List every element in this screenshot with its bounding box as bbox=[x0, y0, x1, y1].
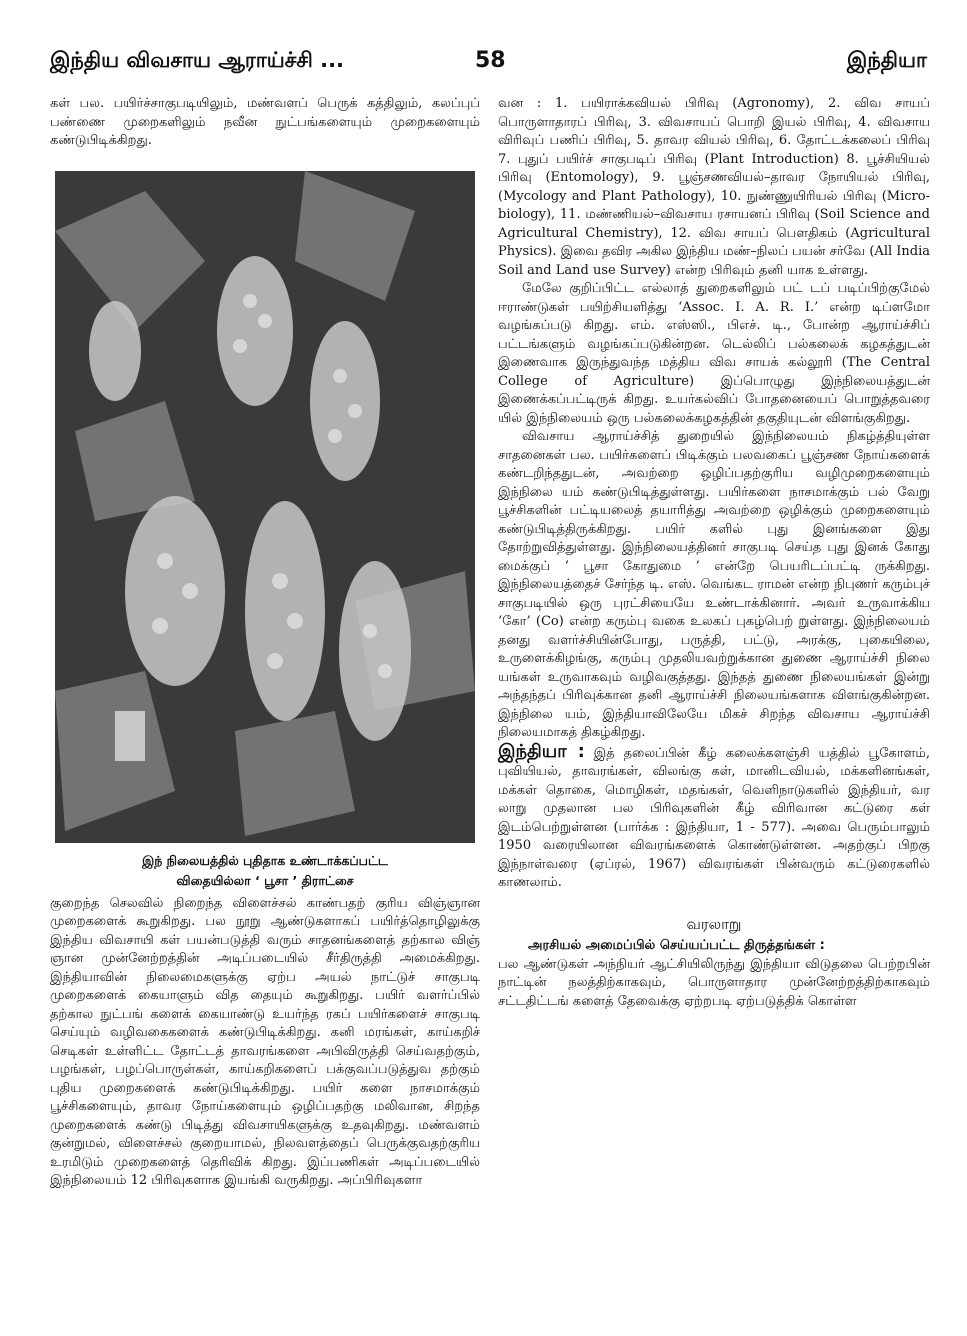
caption-line-2: விதையில்லா ‘ பூசா ’ திராட்சை bbox=[176, 872, 354, 888]
photo-caption bbox=[50, 851, 480, 891]
running-header bbox=[50, 48, 927, 88]
grapes-photo bbox=[55, 171, 475, 843]
page-number: 58 bbox=[475, 48, 506, 73]
right-paragraph-1: வன : 1. பயிராக்கவியல் பிரிவு (Agronomy), 2. விவ சாயப் பொருளாதாரப் பிரிவு, 3. விவசாயப் பொறி இயல் பிரிவு, 4. விவசாய விரிவுப் பணிப் பிரிவு, 5. தாவர வியல் பிரிவு, 6. தோட்டக்கலைப் பிரிவு 7. புதுப் பயிர்ச் சாகுபடிப் பிரிவு (Plant Introduction) 8. பூச்சியியல் பிரிவு (Entomology), 9. பூஞ்சணவியல்–தாவர நோயியல் பிரிவு, (Mycology and Plant Pathology), 10. நுண்ணுயிரியல் பிரிவு (Micro-biology), 11. மண்ணியல்–விவசாய ரசாயனப் பிரிவு (Soil Science and Agricultural Chemistry), 12. விவ சாயப் பௌதிகம் (Agricultural Physics). இவை தவிர அகில இந்திய மண்–நிலப் பயன் சர்வே (All India Soil and Land use Survey) என்ற பிரிவும் தனி யாக உள்ளது. bbox=[498, 96, 931, 278]
caption-line-1: இந் நிலையத்தில் புதிதாக உண்டாக்கப்பட்ட bbox=[142, 852, 388, 868]
right-column bbox=[498, 95, 930, 1011]
header-title-right: இந்தியா bbox=[846, 48, 927, 72]
left-paragraph-top: கள் பல. பயிர்ச்சாகுபடியிலும், மண்வளப் பெருக் கத்திலும், கலப்புப் பண்ணை முறைகளிலும் நவீன நுட்பங்களையும் முறைகளையும் கண்டுபிடிக்கிறது. bbox=[50, 96, 480, 148]
right-paragraph-3: விவசாய ஆராய்ச்சித் துறையில் இந்நிலையம் நிகழ்த்தியுள்ள சாதனைகள் பல. பயிர்களைப் பிடிக்கும் பலவகைப் பூஞ்சண நோய்களைக் கண்டறிந்ததுடன், அவற்றை ஒழிப்பதற்குரிய வழிமுறைகளையும் இந்நிலை யம் கண்டுபிடித்துள்ளது. பயிர்களை நாசமாக்கும் பல் வேறு பூச்சிகளின் பட்டியலைத் தயாரித்து அவற்றை ஒழிக்கும் முறைகளையும் கண்டுபிடித்திருக்கிறது. பயிர் களில் புது இனங்களை இது தோற்றுவித்துள்ளது. இந்நிலையத்தினர் சாகுபடி செய்த புது இனக் கோது மைக்குப் ‘ பூசா கோதுமை ’ என்றே பெயரிடப்பட்டி ருக்கிறது. இந்நிலையத்தைச் சேர்ந்த டி. எஸ். வெங்கட ராமன் என்ற நிபுணர் கரும்புச் சாகுபடியில் ஒரு புரட்சியையே உண்டாக்கினார். அவர் உருவாக்கிய ‘கோ’ (Co) என்ற கரும்பு வகை உலகப் புகழ்பெற் றுள்ளது. இந்நிலையம் தனது வளர்ச்சியின்போது, பருத்தி, பட்டு, அரக்கு, புகையிலை, உருளைக்கிழங்கு, கரும்பு முதலியவற்றுக்கான துணை ஆராய்ச்சி நிலை யங்கள் உருவாகவும் வழிவகுத்தது. இந்தத் துணை நிலையங்கள் இன்று அந்தந்தப் பிரிவுக்கான தனி ஆராய்ச்சி நிலையங்களாக விளங்குகின்றன. இந்நிலை யம், இந்தியாவிலேயே மிகச் சிறந்த விவசாய ஆராய்ச்சி நிலையமாகத் திகழ்கிறது. bbox=[498, 429, 930, 740]
right-paragraph-last: பல ஆண்டுகள் அந்நியர் ஆட்சியிலிருந்து இந்தியா விடுதலை பெற்றபின் நாட்டின் நலத்திற்காகவும், பொருளாதார முன்னேற்றத்திற்காகவும் சட்டதிட்டங் களைத் தேவைக்கு ஏற்றபடி ஏற்படுத்திக் கொள்ள bbox=[498, 956, 930, 1009]
india-heading: இந்தியா : bbox=[498, 740, 585, 762]
right-paragraph-2: மேலே குறிப்பிட்ட எல்லாத் துறைகளிலும் பட் டப் படிப்பிற்குமேல் ஈராண்டுகள் பயிற்சியளித்து ‘Assoc. I. A. R. I.’ என்ற டிப்ளமோ வழங்கப்படு கிறது. எம். எஸ்ஸி., பிஎச். டி., போன்ற ஆராய்ச்சிப் பட்டங்களும் வழங்கப்படுகின்றன. டெல்லிப் பல்கலைக் கழகத்துடன் இணைவாக இருந்துவந்த மத்திய விவ சாயக் கல்லூரி (The Central College of Agriculture) இப்பொழுது இந்நிலையத்துடன் இணைக்கப்பட்டிருக் கிறது. உயர்கல்விப் போதனையைப் பொறுத்தவரை யில் இந்நிலையம் ஒரு பல்கலைக்கழகத்தின் தகுதியுடன் விளங்குகிறது. bbox=[498, 281, 930, 426]
india-section bbox=[498, 740, 930, 893]
subhead-amendments: அரசியல் அமைப்பில் செய்யப்பட்ட திருத்தங்கள் : bbox=[528, 938, 825, 953]
grapes-photo-illustration bbox=[55, 171, 475, 843]
left-paragraph-bottom: குறைந்த செலவில் நிறைந்த விளைச்சல் காண்பதற் குரிய விஞ்ஞான முறைகளைக் கூறுகிறது. பல நூறு ஆண்டுகளாகப் பயிர்த்தொழிலுக்கு இந்திய விவசாயி கள் பயன்படுத்தி வரும் சாதனங்களைத் தற்கால விஞ் ஞான முன்னேற்றத்தின் அடிப்படையில் சீர்திருத்தி அமைக்கிறது. இந்தியாவின் நிலைமைகளுக்கு ஏற்ப அயல் நாட்டுச் சாகுபடி முறைகளைக் கையாளும் வித தையும் கூறுகிறது. பயிர் வளர்ப்பில் தற்கால நுட்பங் களைக் கையாண்டு உயர்ந்த ரகப் பயிர்களைச் சாகுபடி செய்யும் வழிவகைகளைக் கண்டுபிடிக்கிறது. கனி மரங்கள், காய்கறிச் செடிகள் உள்ளிட்ட தோட்டத் தாவரங்களை அபிவிருத்தி செய்வதற்கும், பழங்கள், பழப்பொருள்கள், காய்கறிகளைப் பக்குவப்படுத்துவ தற்கும் புதிய முறைகளைக் கண்டுபிடிக்கிறது. பயிர் களை நாசமாக்கும் பூச்சிகளையும், தாவர நோய்களையும் ஒழிப்பதற்கு மலிவான, சிறந்த முறைகளைக் கண்டு பிடித்து விவசாயிகளுக்கு உதவுகிறது. மண்வளம் குன்றுமல், விளைச்சல் குறையாமல், நிலவளத்தைப் பெருக்குவதற்குரிய உரமிடும் முறைகளைத் தெரிவிக் கிறது. இப்பணிகள் அடிப்படையில் இந்நிலையம் 12 பிரிவுகளாக இயங்கி வருகிறது. அப்பிரிவுகளா bbox=[50, 895, 480, 1188]
left-column bbox=[50, 95, 480, 1191]
india-paragraph: இத் தலைப்பின் கீழ் கலைக்களஞ்சி யத்தில் பூகோளம், புவியியல், தாவரங்கள், விலங்கு கள், மானிடவியல், மக்களினங்கள், மக்கள் தொகை, மொழிகள், மதங்கள், வெளிநாடுகளில் இந்தியர், வர லாறு முதலான பல பிரிவுகளின் கீழ் விரிவான கட்டுரை கள் இடம்பெற்றுள்ளன (பார்க்க : இந்தியா, 1 - 577). அவை பெரும்பாலும் 1950 வரையிலான விவரங்களைக் கொண்டுள்ளன. அதற்குப் பிறகு இந்நாள்வரை (ஏப்ரல், 1967) விவரங்கள் பின்வரும் கட்டுரைகளில் காணலாம். bbox=[498, 745, 930, 890]
header-title-left: இந்திய விவசாய ஆராய்ச்சி ... bbox=[50, 48, 345, 72]
subsection-title-history: வரலாறு bbox=[686, 914, 742, 933]
